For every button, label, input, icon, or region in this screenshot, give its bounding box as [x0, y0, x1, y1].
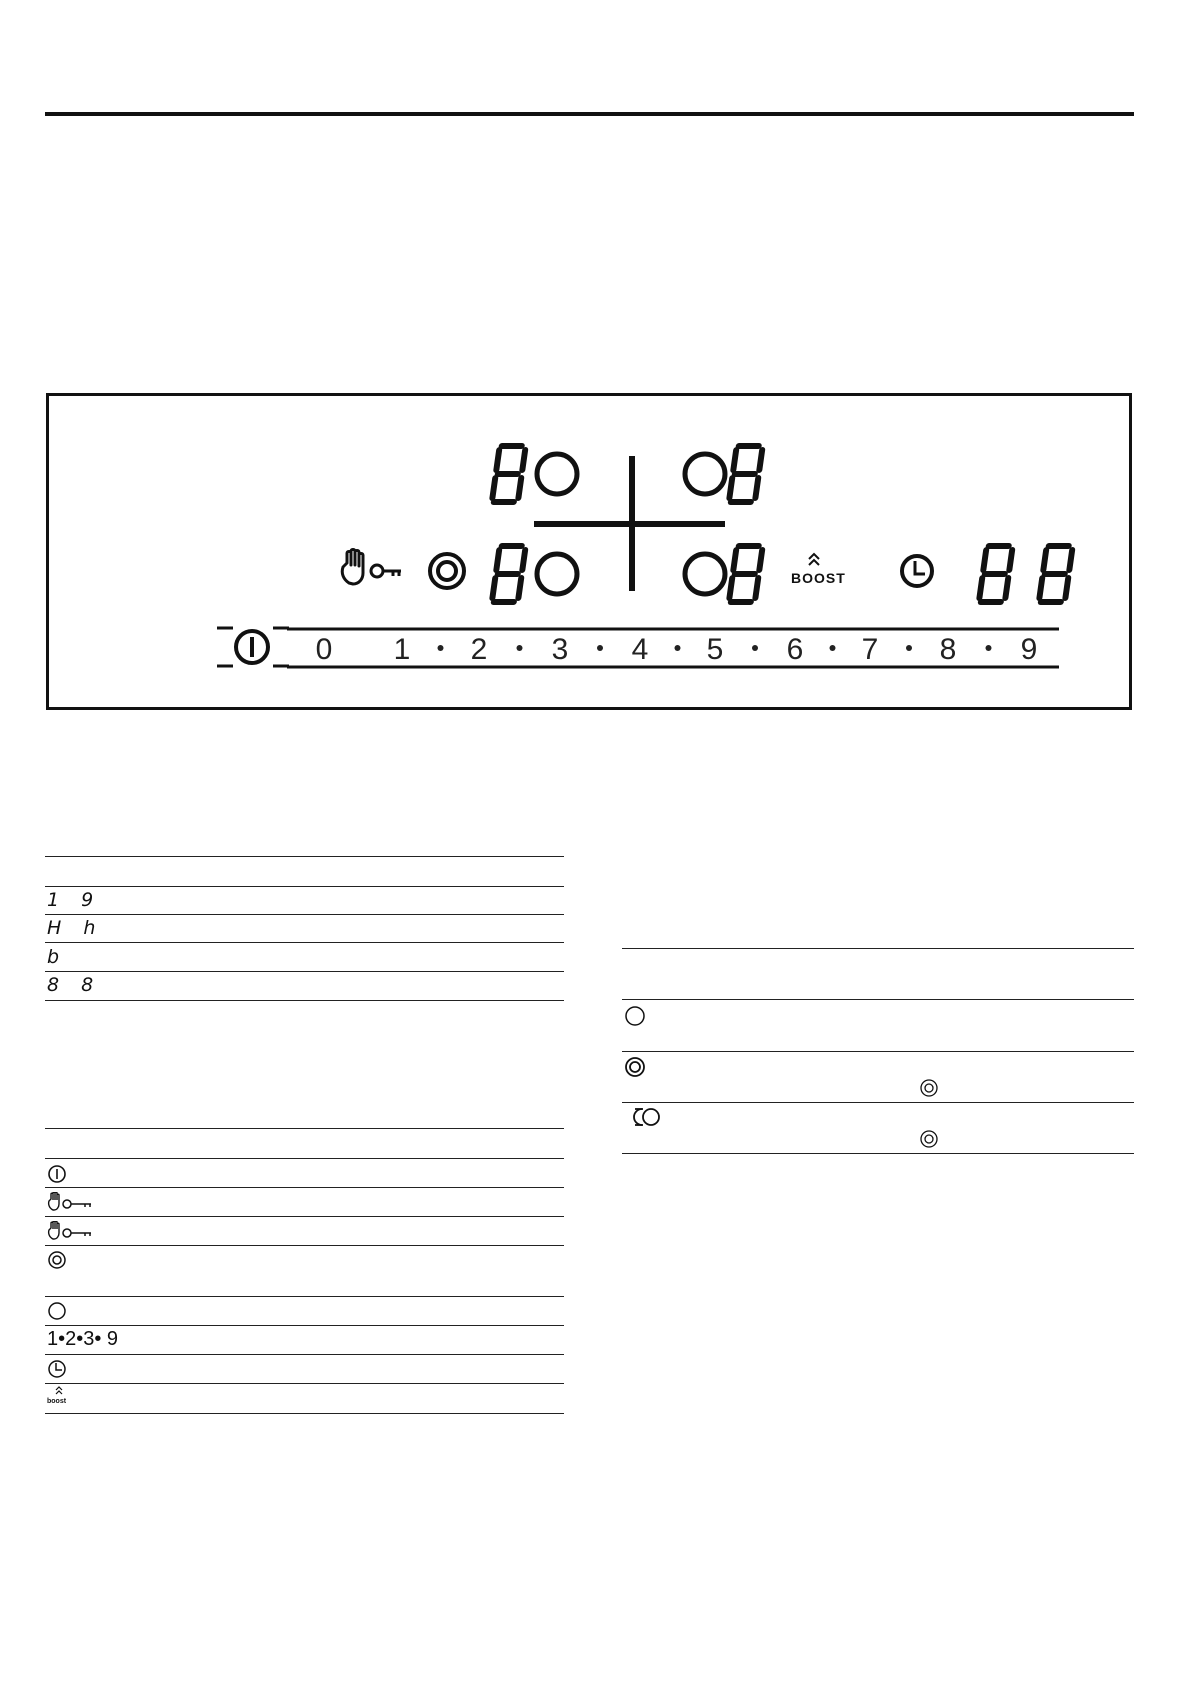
table-rule [45, 1413, 564, 1414]
table-row-symbol: 8 8 [47, 974, 102, 996]
flex-zone-icon [919, 1129, 939, 1154]
table-rule [622, 999, 1134, 1000]
cooking-zone-icon[interactable] [537, 554, 577, 594]
display-symbols-table [45, 856, 564, 1006]
flex-zone-icon [624, 1056, 646, 1078]
cooking-zone-icon [47, 1301, 67, 1321]
power-level-dot[interactable] [675, 645, 681, 651]
power-level-4[interactable]: 4 [631, 633, 649, 666]
table-rule [622, 948, 1134, 949]
power-level-6[interactable]: 6 [786, 633, 804, 666]
table-rule [45, 856, 564, 857]
power-level-3[interactable]: 3 [551, 633, 569, 666]
child-lock-icon [47, 1192, 93, 1212]
power-level-dot[interactable] [438, 645, 444, 651]
cooking-zones-table [622, 948, 1134, 1158]
table-rule [45, 1325, 564, 1326]
flex-zone-icon [47, 1250, 67, 1270]
table-rule [45, 971, 564, 972]
top-rule [45, 112, 1134, 116]
power-level-dot[interactable] [906, 645, 912, 651]
table-rule [45, 1296, 564, 1297]
child-lock-icon [47, 1221, 93, 1241]
timer-icon[interactable] [902, 556, 932, 586]
zone-divider-cross [534, 456, 725, 591]
power-level-dot[interactable] [752, 645, 758, 651]
table-row-symbol: b [47, 946, 68, 968]
power-level-dot[interactable] [597, 645, 603, 651]
cooking-zone-icon[interactable] [685, 554, 725, 594]
table-rule [622, 1051, 1134, 1052]
table-rule [45, 914, 564, 915]
boost-label: BOOST [791, 570, 846, 586]
controls-table [45, 1128, 564, 1418]
power-level-8[interactable]: 8 [939, 633, 957, 666]
power-level-dot[interactable] [517, 645, 523, 651]
control-panel-illustration [46, 393, 1132, 710]
power-level-0[interactable]: 0 [315, 633, 333, 666]
timer-display [979, 546, 1073, 602]
power-level-1[interactable]: 1 [393, 633, 411, 666]
table-rule [45, 942, 564, 943]
table-rule [45, 1354, 564, 1355]
cooking-zone-icon[interactable] [685, 454, 725, 494]
power-level-dot[interactable] [830, 645, 836, 651]
cooking-zone-icon [624, 1005, 646, 1027]
boost-label: boost [47, 1398, 67, 1405]
table-rule [622, 1153, 1134, 1154]
power-level-2[interactable]: 2 [470, 633, 488, 666]
cooking-zone-icon[interactable] [537, 454, 577, 494]
zone-display-bottom-left [492, 546, 526, 602]
boost-icon[interactable] [791, 554, 846, 586]
power-level-5[interactable]: 5 [706, 633, 724, 666]
table-rule [45, 1000, 564, 1001]
zone-display-top-left [492, 446, 526, 502]
table-row-symbol: H h [47, 917, 104, 939]
zone-display-bottom-right [729, 546, 763, 602]
power-slider[interactable] [316, 633, 1038, 666]
power-scale-icon: 1•2•3• 9 [47, 1328, 119, 1350]
table-rule [622, 1102, 1134, 1103]
timer-icon [47, 1359, 67, 1379]
boost-icon [47, 1386, 73, 1405]
flex-zone-icon[interactable] [430, 554, 464, 588]
table-rule [45, 1187, 564, 1188]
table-rule [45, 1216, 564, 1217]
table-row-symbol: 1 9 [47, 889, 102, 911]
table-rule [45, 1128, 564, 1129]
combined-zone-icon [624, 1106, 662, 1128]
child-lock-icon[interactable] [342, 550, 401, 585]
flex-zone-icon [919, 1078, 939, 1103]
power-level-7[interactable]: 7 [861, 633, 879, 666]
power-level-9[interactable]: 9 [1020, 633, 1038, 666]
table-rule [45, 886, 564, 887]
power-button[interactable] [217, 628, 289, 666]
table-rule [45, 1245, 564, 1246]
table-rule [45, 1383, 564, 1384]
table-rule [45, 1158, 564, 1159]
power-level-dot[interactable] [986, 645, 992, 651]
zone-display-top-right [729, 446, 763, 502]
power-icon [47, 1164, 67, 1184]
